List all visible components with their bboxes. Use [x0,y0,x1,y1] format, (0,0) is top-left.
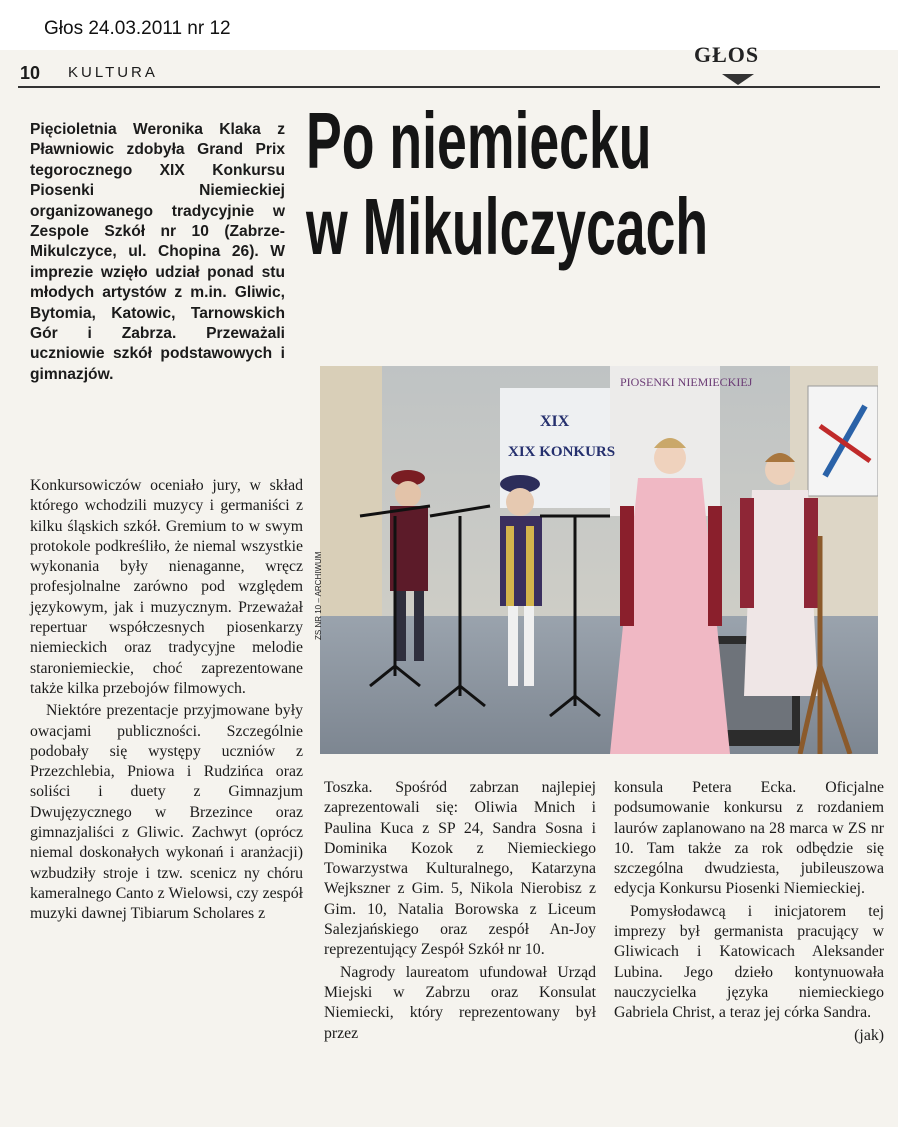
photo-credit: ZS NR 10 – ARCHIWUM [314,551,323,640]
section-label: KULTURA [68,64,158,81]
photo-illustration [320,366,878,754]
header-rule [18,86,880,88]
logo-triangle-icon [722,74,754,85]
article-lead: Pięcioletnia Weronika Klaka z Pławniowic zdobyła Grand Prix tegorocznego XIX Konkursu Piosenki Niemieckiej organizowanego tradycyjnie w Zespole Szkół nr 10 (Zabrze-Mikulczyce, ul. Chopina 26). W imprezie wzięło udział ponad stu młodych artystów z m.in. Gliwic, Bytomia, Katowic, Tarnowskich Gór i Zabrza. Przeważali uczniowie szkół podstawowych i gimnazjów. [30,121,285,383]
photo-banner-text: XIX [540,413,570,430]
article-headline [306,96,709,271]
paragraph: Toszka. Spośród zabrzan najlepiej zaprezentowali się: Oliwia Mnich i Paulina Kuca z SP 24, Sandra Sosna i Dominika Kozok z Niemieckiego Towarzystwa Kulturalnego, Katarzyna Wejkszner z Gim. 5, Nikola Nierobisz z Gim. 10, Natalia Borowska z Liceum Salezjańskiego oraz zespół An-Joy reprezentujący Zespół Szkół nr 10. [324,779,596,959]
paragraph: Konkursowiczów oceniało jury, w skład którego wchodzili muzycy i germaniści z kilku śląskich szkół. Gremium to w swym protokole podkreśliło, że niemal wszystkie wykonania były nienaganne, wręcz profesjolnalne zarówno pod względem językowym, jak i muzycznym. Przeważał repertuar współczesnych piosenkarzy niemieckich oraz tradycyjne melodie staroniemieckie, choć zaprezentowane także kilka przebojów filmowych. [30,477,303,697]
paragraph: Pomysłodawcą i inicjatorem tej imprezy był germanista pracujący w Gliwicach i Katowicach Aleksander Lubina. Jego dzieło kontynuowała nauczycielka języka niemieckiego Gabriela Christ, a teraz jej córka Sandra. [614,902,884,1022]
headline-line-1: Po niemiecku [306,96,652,185]
article-column-3 [614,778,884,1046]
article-column-2 [324,778,596,1046]
article-photo [320,366,878,754]
paragraph: konsula Petera Ecka. Oficjalne podsumowanie konkursu z rozdaniem laurów zaplanowano na 28 marca w ZS nr 10. Tam także za rok odbędzie się szczególna dwudziesta, jubileuszowa edycja Konkursu Piosenki Niemieckiej. [614,779,884,898]
article-column-1 [30,476,303,927]
newspaper-logo: GŁOS [694,42,760,67]
headline-line-2: w Mikulczycach [306,182,709,271]
page-number: 10 [20,63,41,83]
author-signature: (jak) [854,1026,884,1044]
photo-banner: XIX KONKURS [508,444,616,460]
clipping-caption: Głos 24.03.2011 nr 12 [44,18,231,39]
paragraph: Niektóre prezentacje przyjmowane były owacjami publiczności. Szczególnie podobały się występy uczniów z Przezchlebia, Pniowa i Rudzińca oraz soliści i duety z Gimnazjum Dwujęzycznego w Brzezince oraz gimnazjaliści z Gliwic. Zachwyt (oprócz niemal doskonałych wykonań i aranżacji) wzbudziły stroje i tzw. scenicz ny chóru kameralnego Canto z Wielowsi, czy zespół muzyki dawnej Tibiarum Scholares z [30,702,303,923]
paragraph: Nagrody laureatom ufundował Urząd Miejski w Zabrzu oraz Konsulat Niemiecki, który reprezentowany był przez [324,963,596,1042]
photo-letters: PIOSENKI NIEMIECKIEJ [620,375,753,389]
